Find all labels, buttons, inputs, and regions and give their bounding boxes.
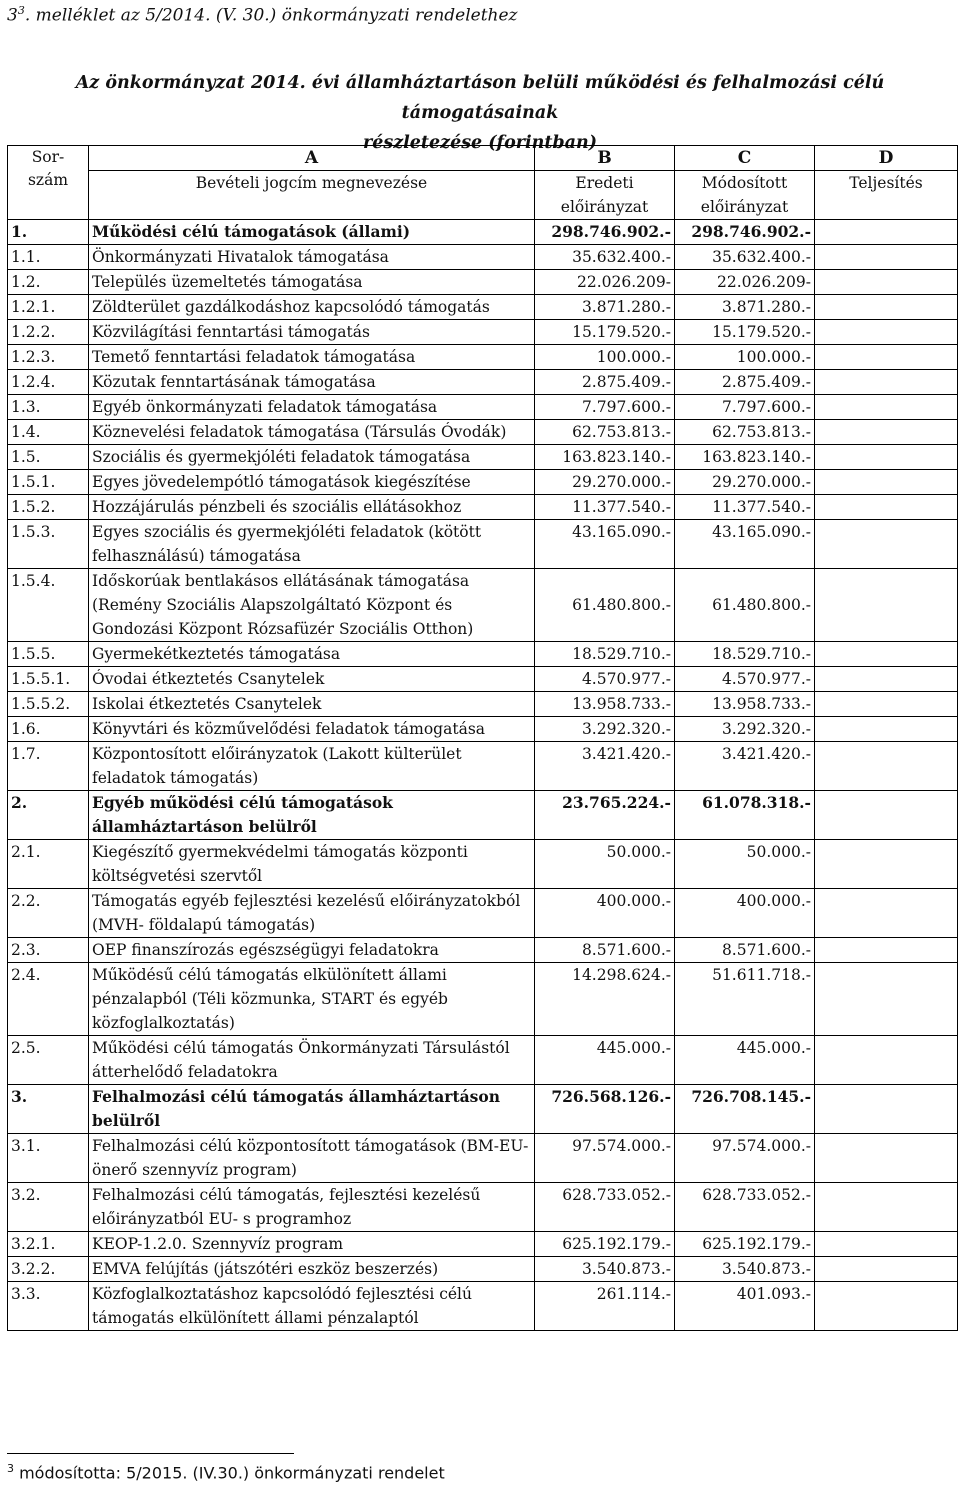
row-amount-b: 2.875.409.- [535,370,675,395]
row-name: Gyermekétkeztetés támogatása [89,642,535,667]
header-col-b: B [535,146,675,171]
row-number: 1.1. [8,245,89,270]
row-amount-d [815,295,958,320]
row-amount-c: 18.529.710.- [675,642,815,667]
row-amount-c: 625.192.179.- [675,1232,815,1257]
table-row [8,889,958,938]
title-line-2: részletezése (forintban) [362,133,598,153]
row-name: Támogatás egyéb fejlesztési kezelésű előirányzatokból (MVH- földalapú támogatás) [89,889,535,938]
row-amount-b: 15.179.520.- [535,320,675,345]
row-number: 2.5. [8,1036,89,1085]
header-row-names [8,171,958,220]
table-row [8,791,958,840]
header-sorszam-line1: Sor- [31,148,65,166]
row-amount-d [815,1257,958,1282]
footnote-mark: 3 [7,1462,14,1475]
row-number: 1.5.2. [8,495,89,520]
table-row [8,742,958,791]
row-amount-d [815,938,958,963]
row-amount-c: 43.165.090.- [675,520,815,569]
table-row [8,495,958,520]
row-amount-b: 8.571.600.- [535,938,675,963]
row-name: Időskorúak bentlakásos ellátásának támogatása (Remény Szociális Alapszolgáltató Központ és Gondozási Központ Rózsafüzér Szociális Otthon) [89,569,535,642]
row-amount-b: 97.574.000.- [535,1134,675,1183]
table-row [8,1282,958,1331]
table-row [8,1257,958,1282]
row-amount-d [815,370,958,395]
row-amount-c: 100.000.- [675,345,815,370]
table-row [8,569,958,642]
row-amount-b: 14.298.624.- [535,963,675,1036]
row-amount-c: 15.179.520.- [675,320,815,345]
annex-number: 3 [7,5,18,26]
row-name: Felhalmozási célú támogatás, fejlesztési kezelésű előirányzatból EU- s programhoz [89,1183,535,1232]
row-name: Könyvtári és közművelődési feladatok támogatása [89,717,535,742]
row-name: Egyes jövedelempótló támogatások kiegészítése [89,470,535,495]
row-amount-c: 61.480.800.- [675,569,815,642]
header-sorszam [8,146,89,220]
row-name: Iskolai étkeztetés Csanytelek [89,692,535,717]
row-amount-b: 35.632.400.- [535,245,675,270]
support-table [7,145,958,1331]
row-amount-c: 35.632.400.- [675,245,815,270]
row-amount-d [815,1183,958,1232]
row-amount-d [815,470,958,495]
row-number: 1.3. [8,395,89,420]
row-name: Köznevelési feladatok támogatása (Társulás Óvodák) [89,420,535,445]
row-amount-d [815,420,958,445]
header-name-b-line1: Eredeti [575,174,634,192]
row-name: Közvilágítási fenntartási támogatás [89,320,535,345]
row-amount-c: 445.000.- [675,1036,815,1085]
table-row [8,245,958,270]
row-amount-c: 726.708.145.- [675,1085,815,1134]
row-number: 3. [8,1085,89,1134]
row-name: Hozzájárulás pénzbeli és szociális ellátásokhoz [89,495,535,520]
row-amount-c: 50.000.- [675,840,815,889]
row-amount-c: 97.574.000.- [675,1134,815,1183]
footnote-text: módosította: 5/2015. (IV.30.) önkormányzati rendelet [14,1463,445,1483]
row-number: 3.2. [8,1183,89,1232]
header-name-c-line2: előirányzat [700,198,789,216]
row-amount-b: 726.568.126.- [535,1085,675,1134]
row-number: 2.3. [8,938,89,963]
row-number: 1.5.1. [8,470,89,495]
row-number: 1.5.5.1. [8,667,89,692]
row-name: Közutak fenntartásának támogatása [89,370,535,395]
row-amount-d [815,1134,958,1183]
row-amount-d [815,569,958,642]
header-sorszam-line2: szám [27,171,69,189]
row-name: Központosított előirányzatok (Lakott külterület feladatok támogatás) [89,742,535,791]
table-row [8,470,958,495]
footnote [7,1462,445,1482]
row-amount-d [815,889,958,938]
row-amount-d [815,270,958,295]
row-amount-b: 13.958.733.- [535,692,675,717]
row-amount-c: 3.540.873.- [675,1257,815,1282]
row-name: Temető fenntartási feladatok támogatása [89,345,535,370]
row-number: 1.5.5. [8,642,89,667]
row-amount-c: 298.746.902.- [675,220,815,245]
row-amount-c: 29.270.000.- [675,470,815,495]
row-amount-c: 7.797.600.- [675,395,815,420]
row-amount-d [815,840,958,889]
table-row [8,1085,958,1134]
row-number: 1.4. [8,420,89,445]
row-amount-d [815,395,958,420]
row-amount-c: 3.421.420.- [675,742,815,791]
row-amount-d [815,220,958,245]
row-amount-b: 400.000.- [535,889,675,938]
table-row [8,445,958,470]
title-line-1: Az önkormányzat 2014. évi államháztartáson belüli működési és felhalmozási célú támogatásainak [75,73,885,123]
row-amount-c: 51.611.718.- [675,963,815,1036]
row-amount-c: 401.093.- [675,1282,815,1331]
row-amount-b: 3.421.420.- [535,742,675,791]
row-amount-d [815,963,958,1036]
row-amount-d [815,791,958,840]
row-amount-b: 261.114.- [535,1282,675,1331]
row-number: 1.2.2. [8,320,89,345]
table-row [8,963,958,1036]
row-amount-b: 61.480.800.- [535,569,675,642]
row-amount-d [815,345,958,370]
row-number: 1. [8,220,89,245]
row-number: 2. [8,791,89,840]
row-amount-b: 3.540.873.- [535,1257,675,1282]
table-row [8,1183,958,1232]
row-number: 1.2. [8,270,89,295]
row-number: 3.2.2. [8,1257,89,1282]
row-amount-b: 22.026.209- [535,270,675,295]
row-amount-b: 3.871.280.- [535,295,675,320]
row-amount-d [815,1232,958,1257]
row-amount-c: 4.570.977.- [675,667,815,692]
row-number: 1.7. [8,742,89,791]
row-amount-b: 625.192.179.- [535,1232,675,1257]
row-number: 3.3. [8,1282,89,1331]
table-row [8,642,958,667]
row-amount-b: 4.570.977.- [535,667,675,692]
row-amount-c: 13.958.733.- [675,692,815,717]
row-amount-d [815,692,958,717]
header-name-d: Teljesítés [815,171,958,220]
header-name-c-line1: Módosított [701,174,788,192]
row-amount-b: 23.765.224.- [535,791,675,840]
row-number: 1.5. [8,445,89,470]
row-amount-c: 628.733.052.- [675,1183,815,1232]
row-name: Működési célú támogatások (állami) [89,220,535,245]
table-row [8,420,958,445]
row-amount-d [815,1085,958,1134]
row-amount-d [815,742,958,791]
row-amount-b: 7.797.600.- [535,395,675,420]
row-amount-d [815,445,958,470]
row-amount-d [815,667,958,692]
row-name: Település üzemeltetés támogatása [89,270,535,295]
row-amount-d [815,717,958,742]
row-name: Egyéb működési célú támogatások államháztartáson belülről [89,791,535,840]
row-amount-b: 628.733.052.- [535,1183,675,1232]
row-number: 1.6. [8,717,89,742]
table-row [8,1036,958,1085]
table-row [8,938,958,963]
annex-footnote-mark: 3 [17,4,25,17]
row-name: Működési célú támogatás Önkormányzati Társulástól átterhelődő feladatokra [89,1036,535,1085]
row-name: Működésű célú támogatás elkülönített állami pénzalapból (Téli közmunka, START és egyéb közfoglalkoztatás) [89,963,535,1036]
row-amount-b: 50.000.- [535,840,675,889]
header-name-b [535,171,675,220]
row-number: 1.2.3. [8,345,89,370]
table-row [8,1134,958,1183]
row-name: Felhalmozási célú támogatás államháztartáson belülről [89,1085,535,1134]
annex-heading [7,4,518,26]
row-number: 3.2.1. [8,1232,89,1257]
row-name: OEP finanszírozás egészségügyi feladatokra [89,938,535,963]
row-amount-c: 62.753.813.- [675,420,815,445]
row-amount-d [815,245,958,270]
row-amount-c: 3.292.320.- [675,717,815,742]
row-name: Egyes szociális és gyermekjóléti feladatok (kötött felhasználású) támogatása [89,520,535,569]
row-amount-c: 11.377.540.- [675,495,815,520]
header-col-a: A [89,146,535,171]
row-amount-c: 22.026.209- [675,270,815,295]
row-name: Önkormányzati Hivatalok támogatása [89,245,535,270]
annex-text: . melléklet az 5/2014. (V. 30.) önkormányzati rendelethez [24,5,518,26]
header-row-letters [8,146,958,171]
row-number: 1.5.5.2. [8,692,89,717]
row-amount-b: 298.746.902.- [535,220,675,245]
row-amount-d [815,320,958,345]
row-name: KEOP-1.2.0. Szennyvíz program [89,1232,535,1257]
table-row [8,295,958,320]
row-name: Egyéb önkormányzati feladatok támogatása [89,395,535,420]
row-amount-b: 11.377.540.- [535,495,675,520]
row-amount-b: 29.270.000.- [535,470,675,495]
row-number: 3.1. [8,1134,89,1183]
footnote-separator [7,1453,294,1454]
header-name-b-line2: előirányzat [560,198,649,216]
row-amount-d [815,520,958,569]
row-name: Óvodai étkeztetés Csanytelek [89,667,535,692]
row-number: 2.2. [8,889,89,938]
table-row [8,692,958,717]
table-row [8,667,958,692]
row-name: Zöldterület gazdálkodáshoz kapcsolódó támogatás [89,295,535,320]
table-row [8,220,958,245]
row-amount-c: 163.823.140.- [675,445,815,470]
row-amount-b: 3.292.320.- [535,717,675,742]
table-row [8,1232,958,1257]
row-amount-b: 43.165.090.- [535,520,675,569]
header-col-c: C [675,146,815,171]
row-amount-d [815,1282,958,1331]
row-name: Közfoglalkoztatáshoz kapcsolódó fejlesztési célú támogatás elkülönített állami pénzalaptól [89,1282,535,1331]
row-number: 2.4. [8,963,89,1036]
row-amount-c: 400.000.- [675,889,815,938]
row-name: Kiegészítő gyermekvédelmi támogatás központi költségvetési szervtől [89,840,535,889]
row-number: 2.1. [8,840,89,889]
row-number: 1.5.3. [8,520,89,569]
row-number: 1.2.4. [8,370,89,395]
row-amount-d [815,495,958,520]
table-row [8,840,958,889]
table-row [8,395,958,420]
row-name: Szociális és gyermekjóléti feladatok támogatása [89,445,535,470]
row-amount-c: 61.078.318.- [675,791,815,840]
row-amount-c: 8.571.600.- [675,938,815,963]
table-row [8,270,958,295]
table-row [8,345,958,370]
row-name: Felhalmozási célú központosított támogatások (BM-EU- önerő szennyvíz program) [89,1134,535,1183]
table-row [8,520,958,569]
row-amount-d [815,642,958,667]
table-row [8,370,958,395]
header-name-a: Bevételi jogcím megnevezése [89,171,535,220]
row-amount-b: 62.753.813.- [535,420,675,445]
row-amount-c: 3.871.280.- [675,295,815,320]
row-amount-b: 445.000.- [535,1036,675,1085]
row-amount-b: 100.000.- [535,345,675,370]
table-row [8,320,958,345]
row-number: 1.5.4. [8,569,89,642]
row-amount-d [815,1036,958,1085]
header-name-c [675,171,815,220]
header-col-d: D [815,146,958,171]
row-amount-b: 163.823.140.- [535,445,675,470]
row-name: EMVA felújítás (játszótéri eszköz beszerzés) [89,1257,535,1282]
table-row [8,717,958,742]
row-amount-c: 2.875.409.- [675,370,815,395]
row-number: 1.2.1. [8,295,89,320]
row-amount-b: 18.529.710.- [535,642,675,667]
